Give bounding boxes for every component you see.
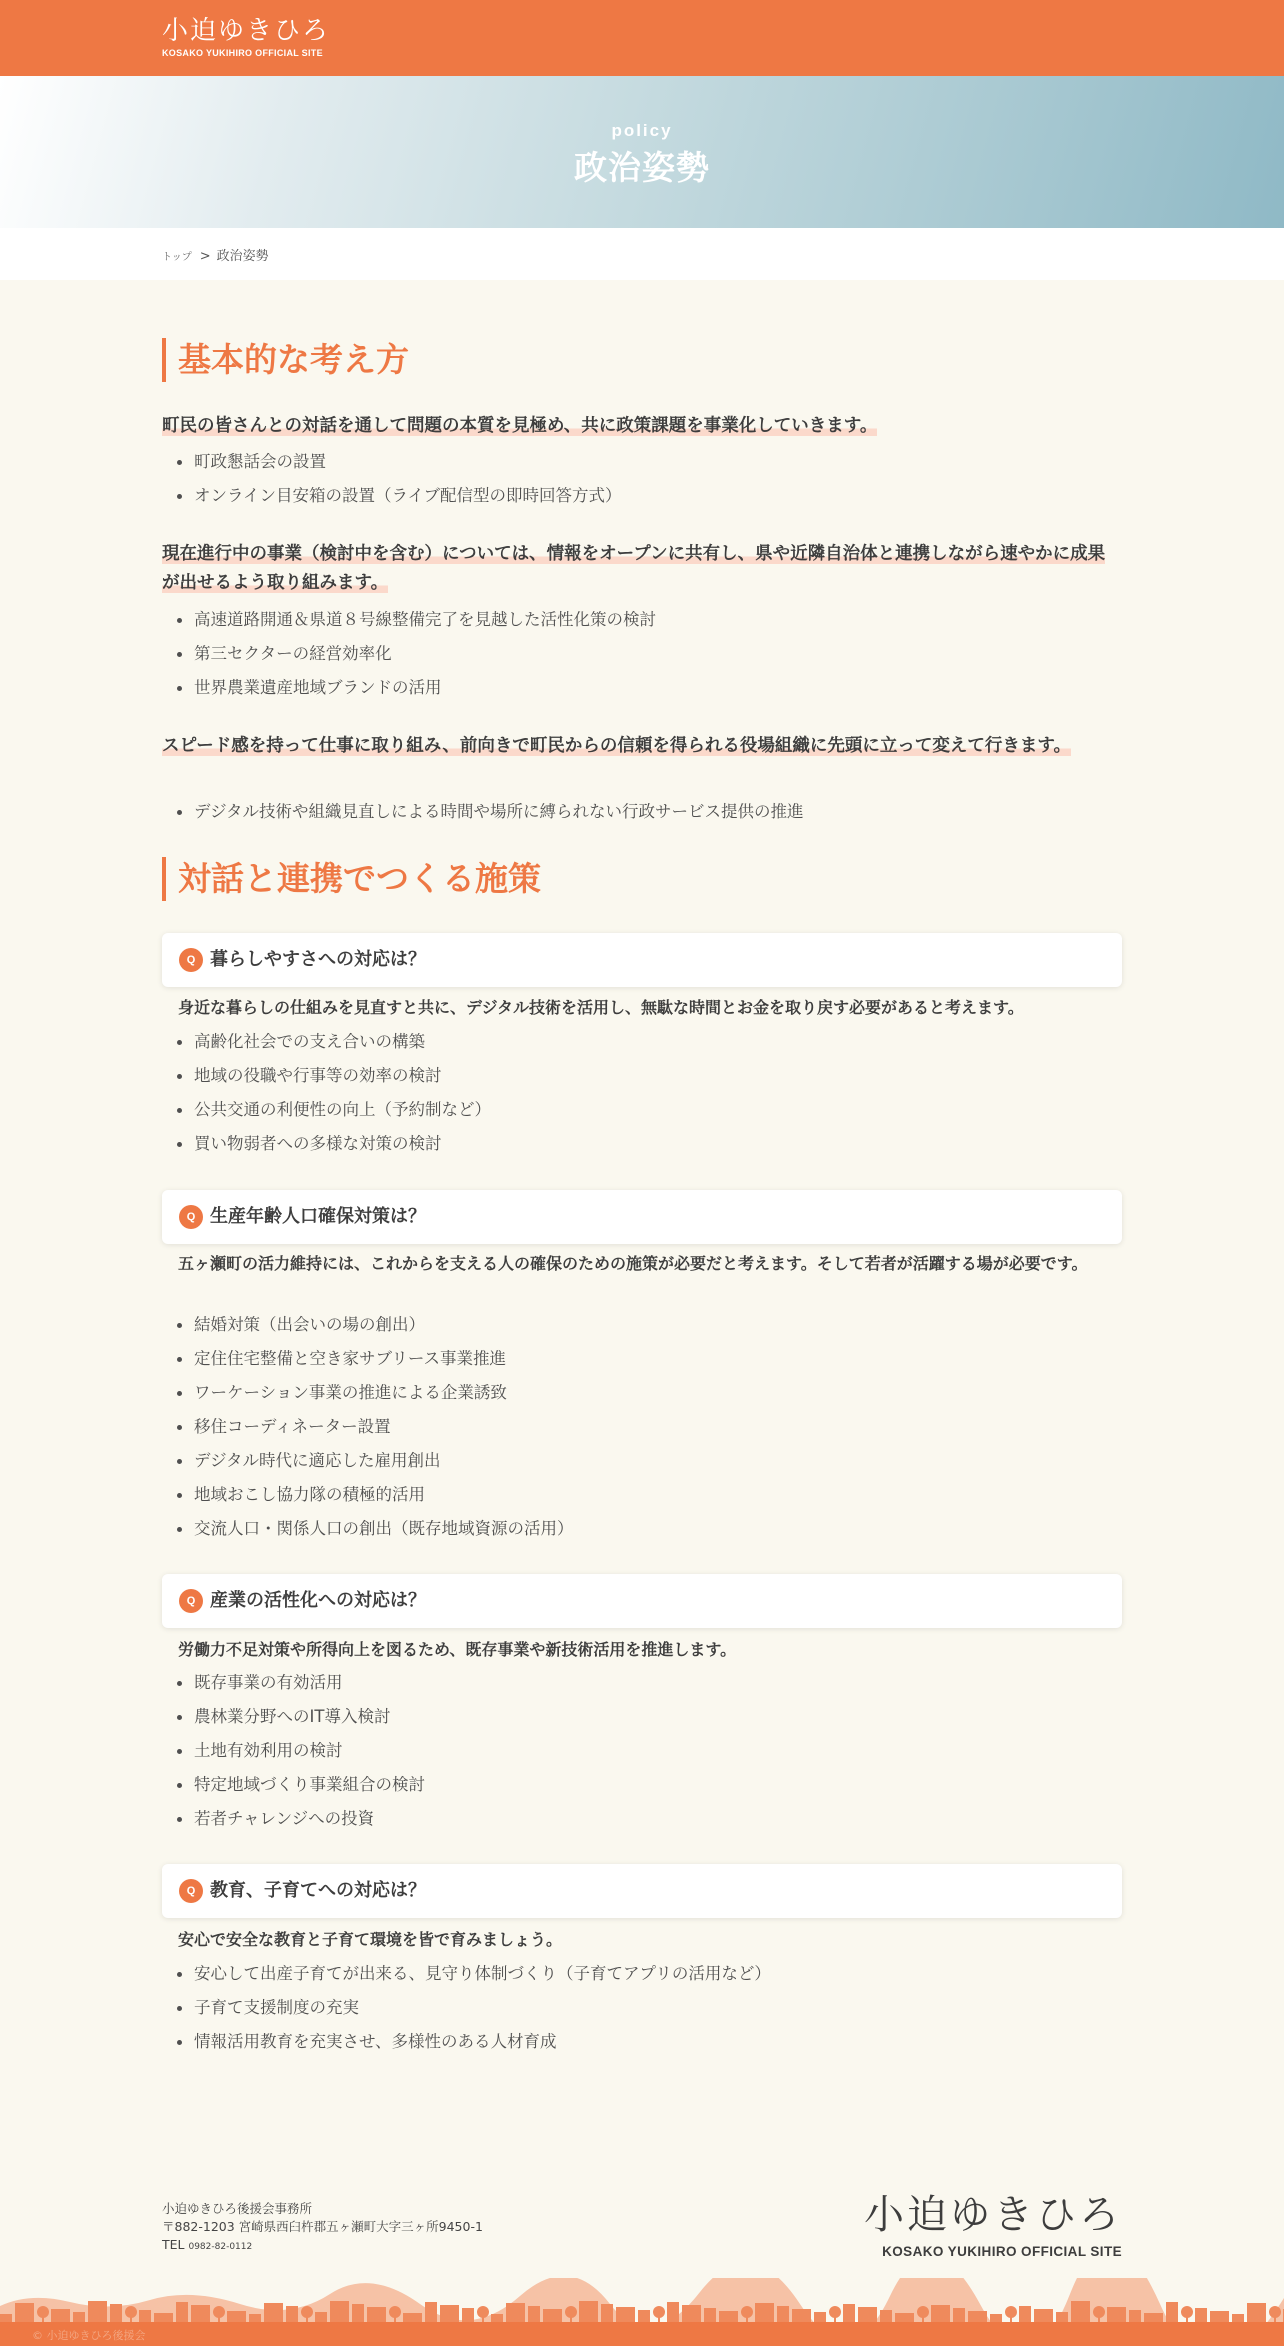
question-badge: Q <box>179 1589 203 1613</box>
list-item: 安心して出産子育てが出来る、見守り体制づくり（子育てアプリの活用など） <box>162 1957 1122 1991</box>
list-item: 世界農業遺産地域ブランドの活用 <box>162 671 1122 705</box>
question-card <box>162 1574 1122 1628</box>
town-silhouette-illustration <box>0 2278 1284 2326</box>
answer-list <box>162 1025 1122 1161</box>
list-item: 農林業分野へのIT導入検討 <box>162 1700 1122 1734</box>
answer-lead: 安心で安全な教育と子育て環境を皆で育みましょう。 <box>178 1930 563 1949</box>
question-badge: Q <box>179 948 203 972</box>
breadcrumb-current: 政治姿勢 <box>216 249 269 264</box>
logo-japanese: 小迫ゆきひろ <box>162 16 331 46</box>
policy-list <box>162 603 1122 705</box>
page-hero <box>0 76 1284 228</box>
question-badge: Q <box>179 1205 203 1229</box>
breadcrumb-bar <box>0 228 1284 280</box>
list-item: デジタル時代に適応した雇用創出 <box>162 1444 1122 1478</box>
section-heading-policies: 対話と連携でつくる施策 <box>162 857 1122 901</box>
footer-logo-japanese: 小迫ゆきひろ <box>864 2192 1122 2238</box>
list-item: 高齢化社会での支え合いの構築 <box>162 1025 1122 1059</box>
hero-subtitle: policy <box>611 121 673 140</box>
answer-lead: 労働力不足対策や所得向上を図るため、既存事業や新技術活用を推進します。 <box>178 1640 737 1659</box>
copyright: © 小迫ゆきひろ後援会 <box>32 2329 146 2342</box>
list-item: 地域の役職や行事等の効率の検討 <box>162 1059 1122 1093</box>
answer-lead: 五ヶ瀬町の活力維持には、これからを支える人の確保のための施策が必要だと考えます。そして若者が活躍する場が必要です。 <box>178 1254 1088 1273</box>
breadcrumb-home-link[interactable]: トップ <box>162 252 192 263</box>
question-text: 暮らしやすさへの対応は？ <box>210 949 426 970</box>
footer-bar <box>0 2322 1284 2346</box>
answer-lead: 身近な暮らしの仕組みを見直すと共に、デジタル技術を活用し、無駄な時間とお金を取り戻す必要があると考えます。 <box>178 998 1024 1017</box>
list-item: 土地有効利用の検討 <box>162 1734 1122 1768</box>
list-item: 若者チャレンジへの投資 <box>162 1802 1122 1836</box>
list-item: 交流人口・関係人口の創出（既存地域資源の活用） <box>162 1512 1122 1546</box>
policy-lead <box>162 540 1122 598</box>
question-card <box>162 933 1122 987</box>
site-logo[interactable] <box>162 16 330 58</box>
site-header <box>0 0 1284 76</box>
question-text: 産業の活性化への対応は？ <box>210 1590 426 1611</box>
question-card <box>162 1864 1122 1918</box>
tel-label: TEL <box>162 2237 185 2252</box>
page-title: 政治姿勢 <box>574 148 710 187</box>
list-item: 高速道路開通＆県道８号線整備完了を見越した活性化策の検討 <box>162 603 1122 637</box>
list-item: 既存事業の有効活用 <box>162 1666 1122 1700</box>
question-text: 教育、子育てへの対応は？ <box>210 1880 426 1901</box>
list-item: 情報活用教育を充実させ、多様性のある人材育成 <box>162 2025 1122 2059</box>
policy-lead <box>162 732 1122 761</box>
tel-number[interactable]: 0982-82-0112 <box>188 2242 253 2252</box>
footer-contact <box>162 2200 483 2256</box>
section-heading-basic-approach: 基本的な考え方 <box>162 338 1122 382</box>
office-address: 〒882-1203 宮崎県西臼杵郡五ヶ瀬町大字三ヶ所9450-1 <box>162 2219 483 2234</box>
list-item: 定住住宅整備と空き家サブリース事業推進 <box>162 1342 1122 1376</box>
breadcrumb-separator: > <box>199 249 211 264</box>
footer-logo[interactable] <box>864 2192 1122 2259</box>
office-tel <box>162 2236 483 2256</box>
policy-lead <box>162 412 1122 441</box>
list-item: 町政懇話会の設置 <box>162 445 1122 479</box>
policy-list <box>162 445 1122 513</box>
list-item: ワーケーション事業の推進による企業誘致 <box>162 1376 1122 1410</box>
answer-list <box>162 1308 1122 1546</box>
highlighted-lead-text: 現在進行中の事業（検討中を含む）については、情報をオープンに共有し、県や近隣自治体と連携しながら速やかに成果が出せるよう取り組みます。 <box>162 544 1106 593</box>
question-card <box>162 1190 1122 1244</box>
breadcrumb <box>162 245 269 264</box>
list-item: 結婚対策（出会いの場の創出） <box>162 1308 1122 1342</box>
question-badge: Q <box>179 1879 203 1903</box>
answer-list <box>162 1957 1122 2059</box>
list-item: デジタル技術や組織見直しによる時間や場所に縛られない行政サービス提供の推進 <box>162 795 1122 829</box>
list-item: 第三セクターの経営効率化 <box>162 637 1122 671</box>
list-item: 移住コーディネーター設置 <box>162 1410 1122 1444</box>
list-item: 子育て支援制度の充実 <box>162 1991 1122 2025</box>
highlighted-lead-text: 町民の皆さんとの対話を通して問題の本質を見極め、共に政策課題を事業化していきます。 <box>162 416 878 436</box>
footer-logo-english: KOSAKO YUKIHIRO OFFICIAL SITE <box>882 2244 1122 2259</box>
highlighted-lead-text: スピード感を持って仕事に取り組み、前向きで町民からの信頼を得られる役場組織に先頭に立って変えて行きます。 <box>162 736 1071 756</box>
logo-english: KOSAKO YUKIHIRO OFFICIAL SITE <box>162 48 323 58</box>
list-item: オンライン目安箱の設置（ライブ配信型の即時回答方式） <box>162 479 1122 513</box>
list-item: 買い物弱者への多様な対策の検討 <box>162 1127 1122 1161</box>
answer-list <box>162 1666 1122 1836</box>
question-text: 生産年齢人口確保対策は？ <box>210 1206 426 1227</box>
office-name: 小迫ゆきひろ後援会事務所 <box>162 2201 313 2216</box>
list-item: 特定地域づくり事業組合の検討 <box>162 1768 1122 1802</box>
list-item: 公共交通の利便性の向上（予約制など） <box>162 1093 1122 1127</box>
policy-list <box>162 795 1122 829</box>
list-item: 地域おこし協力隊の積極的活用 <box>162 1478 1122 1512</box>
